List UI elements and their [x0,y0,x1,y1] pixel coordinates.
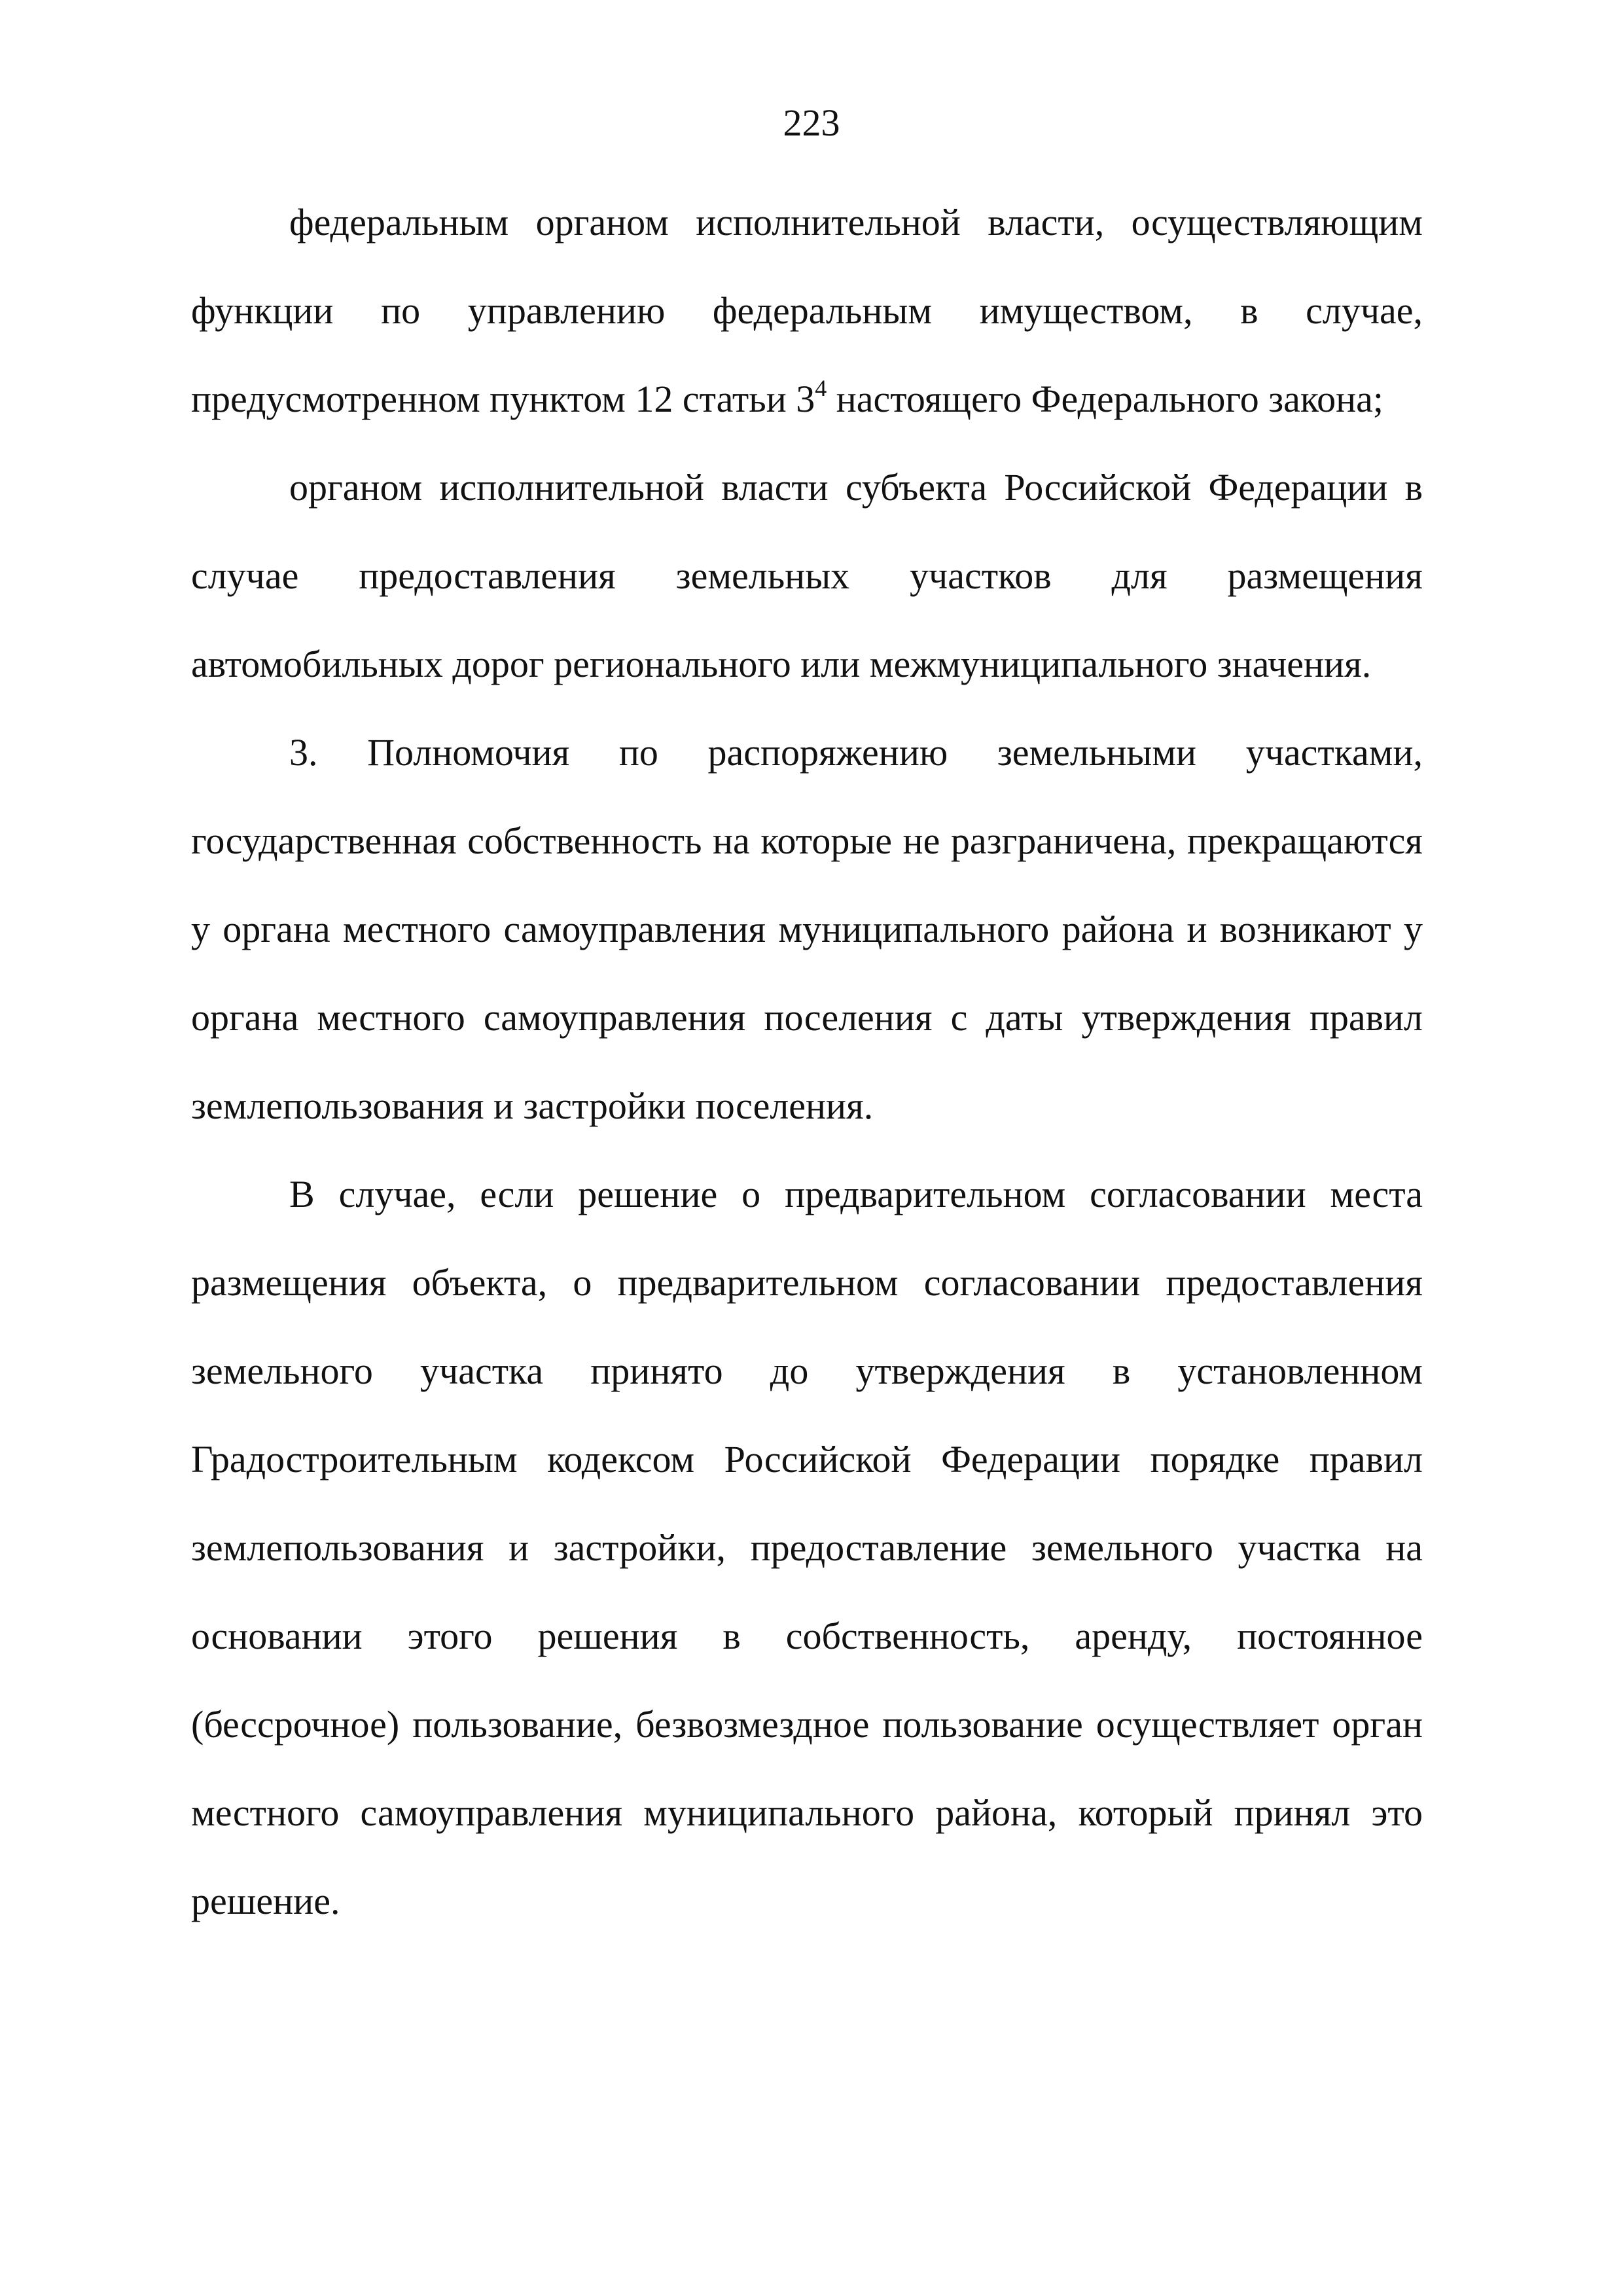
paragraph-prior-decision: В случае, если решение о предварительном согласовании места размещения объекта, о предварительном согласовании предоставления земельного участка принято до утверждения в установленном Градостроительным кодексом Российской Федерации порядке правил землепользования и застройки, предоставление земельного участка на основании этого решения в собственность, аренду, постоянное (бессрочное) пользование, безвозмездное пользование осуществляет орган местного самоуправления муниципального района, который принял это решение. [191,1173,1423,1922]
superscript: 4 [815,375,827,401]
paragraph-regional-body: органом исполнительной власти субъекта Российской Федерации в случае предоставления земельных участков для размещения автомобильных дорог регионального или межмуниципального значения. [191,466,1423,685]
paragraph-text: федеральным органом исполнительной власти, осуществляющим функции по управлению федеральным имуществом, в случае, предусмотренном пунктом 12 статьи 3 [191,201,1423,420]
paragraph-item-3: 3. Полномочия по распоряжению земельными участками, государственная собственность на которые не разграничена, прекращаются у органа местного самоуправления муниципального района и возникают у органа местного самоуправления поселения с даты утверждения правил землепользования и застройки поселения. [191,731,1423,1127]
paragraph-federal-body [191,178,1423,443]
document-body [191,178,1423,1945]
paragraph-text: настоящего Федерального закона; [827,378,1384,420]
page-number: 223 [783,101,840,144]
